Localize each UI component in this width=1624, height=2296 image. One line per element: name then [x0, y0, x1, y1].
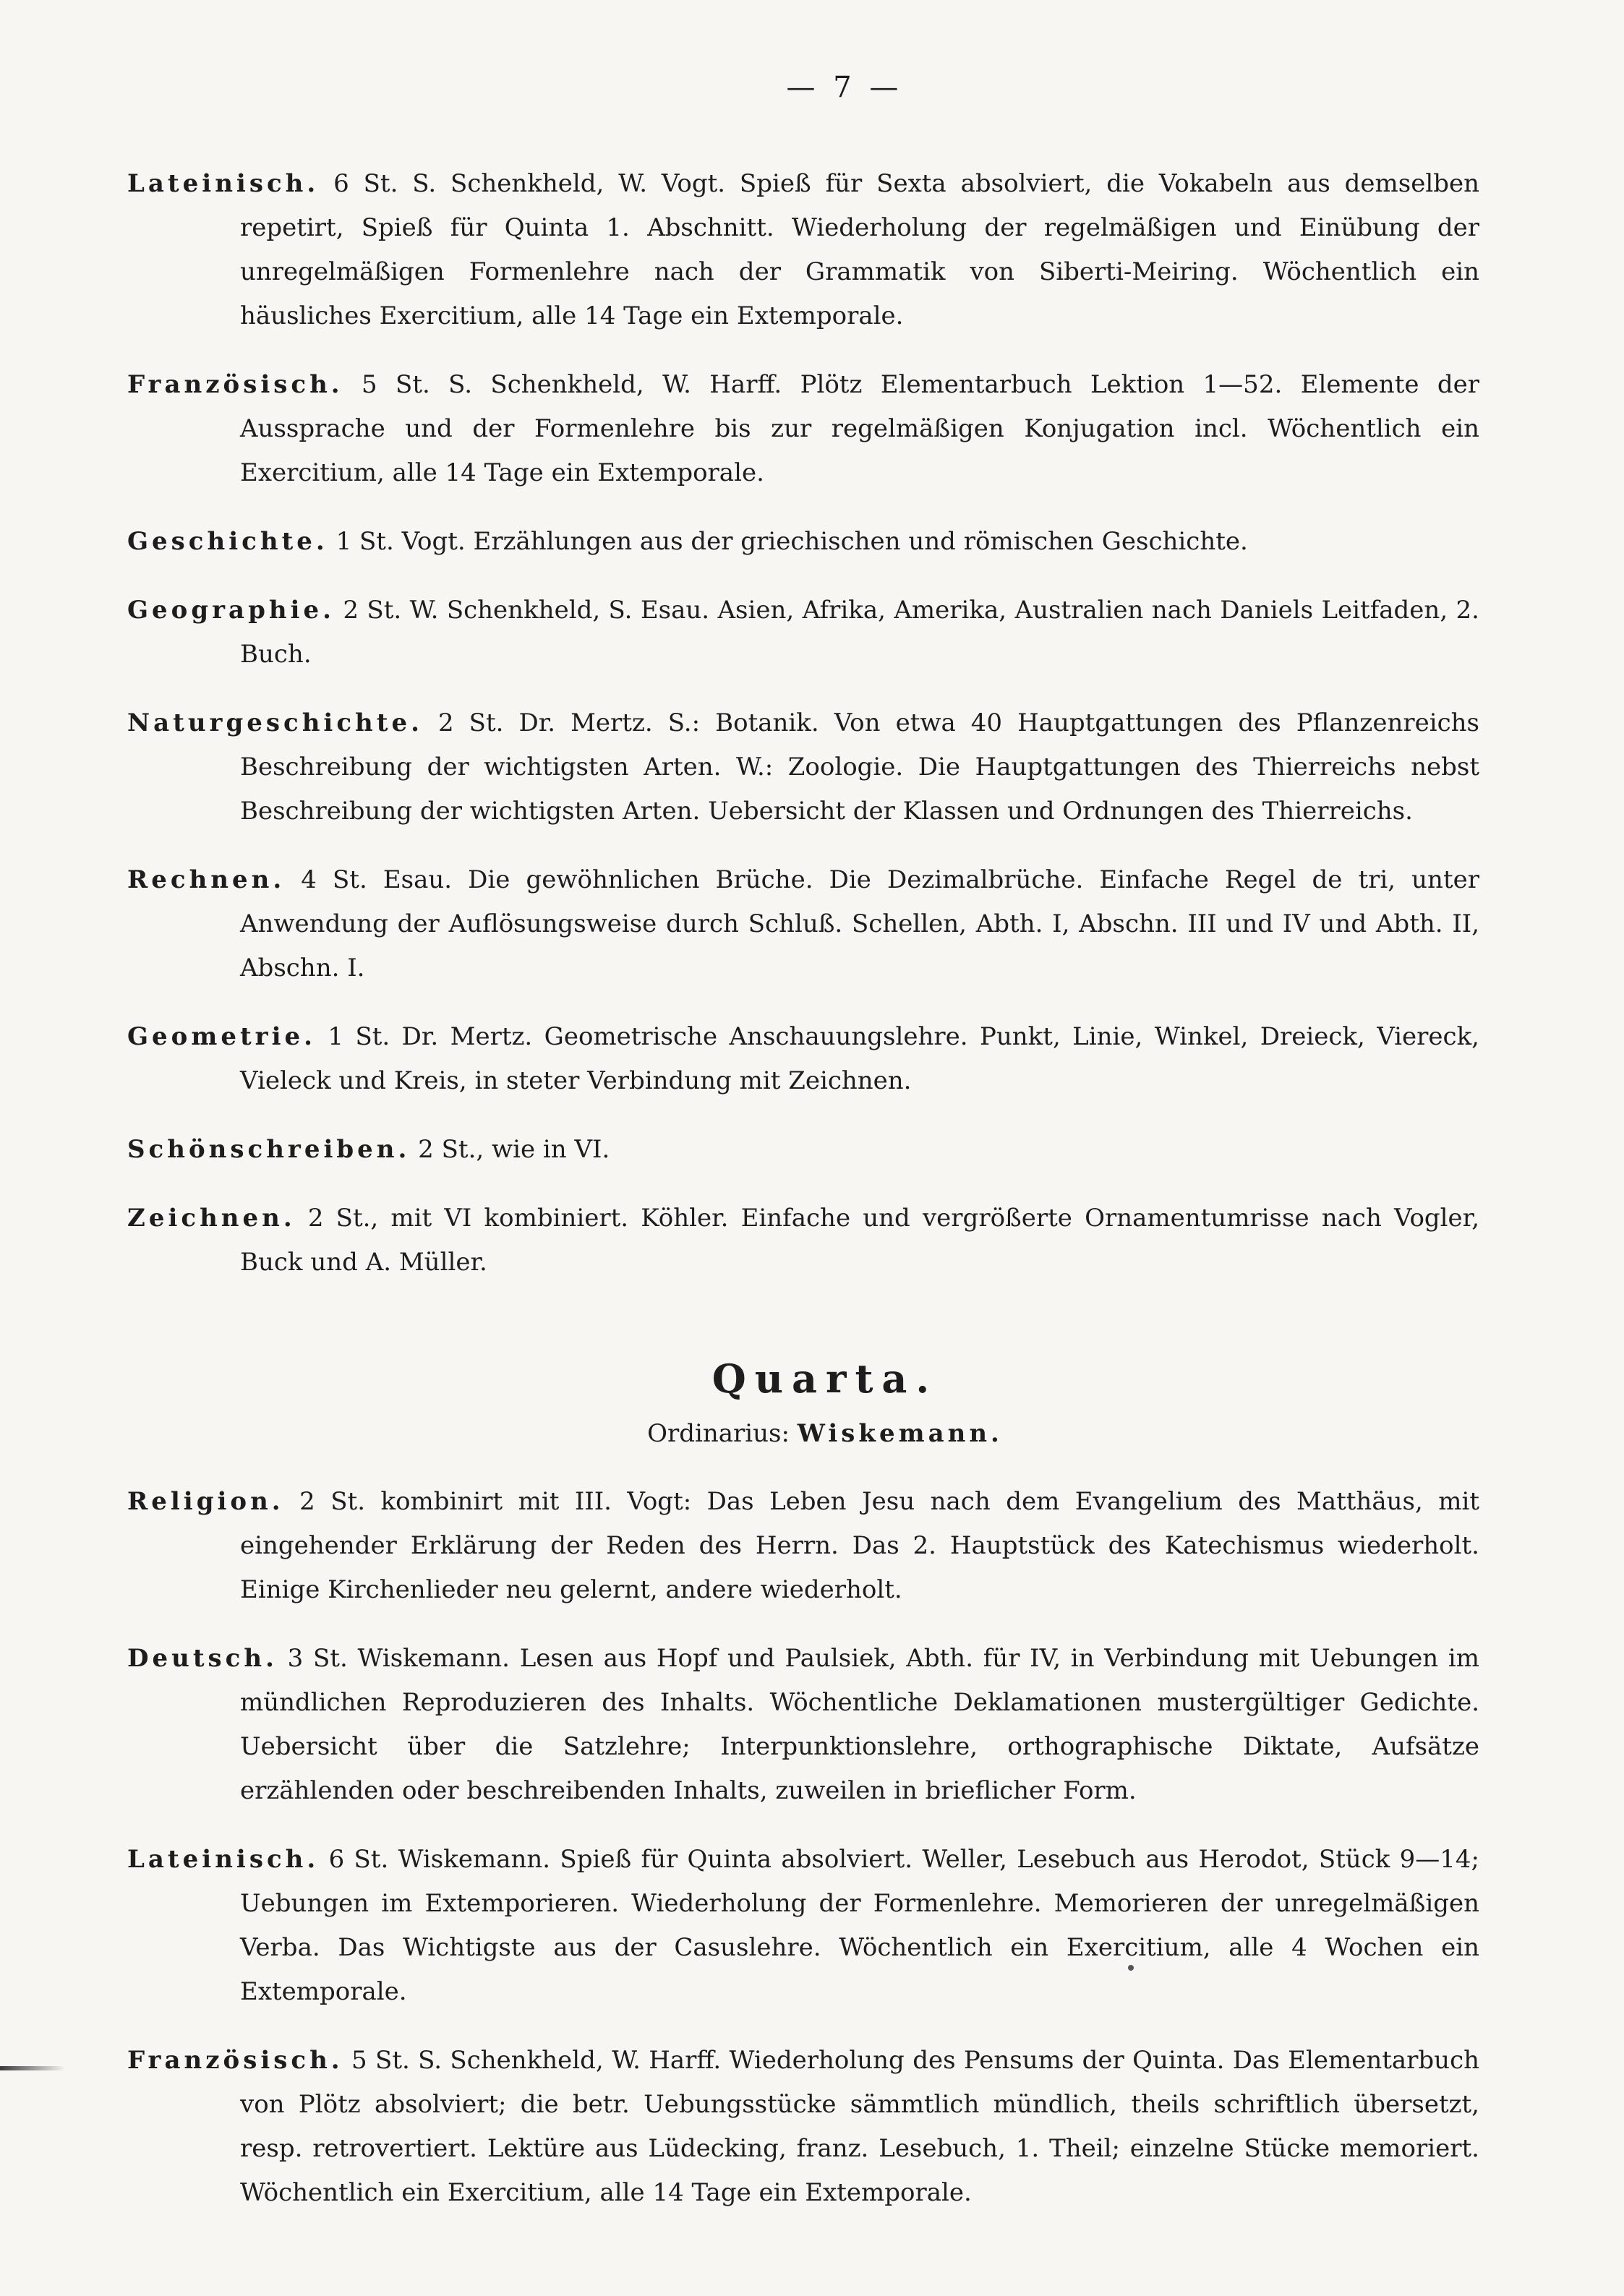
entry-text: 4 St. Esau. Die gewöhnlichen Brüche. Die Dezimalbrüche. Einfache Regel de tri, unter Anwendung der Auflösungsweise durch Schluß. Schellen, Abth. I, Abschn. III und IV und Abth. II, Abschn. I.	[240, 865, 1479, 982]
ordinarius-line	[127, 1412, 1479, 1455]
entry-text: 2 St., wie in VI.	[418, 1135, 610, 1164]
entry-text: 2 St. kombinirt mit III. Vogt: Das Leben Jesu nach dem Evangelium des Matthäus, mit eingehender Erklärung der Reden des Herrn. Das 2. Hauptstück des Katechismus wiederholt. Einige Kirchenlieder neu gelernt, andere wiederholt.	[240, 1487, 1480, 1604]
section-heading-quarta: Quarta.	[711, 1355, 939, 1402]
subject-label: Geschichte.	[127, 527, 328, 556]
entry-schoenschreiben	[127, 1128, 1479, 1172]
entry-geometrie	[127, 1015, 1479, 1103]
entry-text: 2 St. W. Schenkheld, S. Esau. Asien, Afrika, Amerika, Australien nach Daniels Leitfaden, 2. Buch.	[240, 596, 1479, 669]
entry-text: 1 St. Dr. Mertz. Geometrische Anschauungslehre. Punkt, Linie, Winkel, Dreieck, Viereck, Vieleck und Kreis, in steter Verbindung mit Zeichnen.	[240, 1022, 1479, 1095]
entry-text: 5 St. S. Schenkheld, W. Harff. Plötz Elementarbuch Lektion 1—52. Elemente der Aussprache und der Formenlehre bis zur regelmäßigen Konjugation incl. Wöchentlich ein Exercitium, alle 14 Tage ein Extemporale.	[240, 370, 1479, 487]
entry-lateinisch-quarta	[127, 1838, 1479, 2014]
subject-label: Französisch.	[127, 370, 343, 399]
entry-text: 6 St. Wiskemann. Spieß für Quinta absolviert. Weller, Lesebuch aus Herodot, Stück 9—14; Uebungen im Extemporieren. Wiederholung der Formenlehre. Memorieren der unregelmäßigen Verba. Das Wichtigste aus der Casuslehre. Wöchentlich ein Exercitium, alle 4 Wochen ein Extemporale.	[240, 1845, 1480, 2006]
subject-label: Lateinisch.	[127, 1845, 320, 1874]
entry-religion	[127, 1480, 1479, 1612]
entry-text: 2 St., mit VI kombiniert. Köhler. Einfache und vergrößerte Ornamentumrisse nach Vogler, Buck und A. Müller.	[240, 1204, 1480, 1277]
entry-lateinisch-quinta	[127, 162, 1479, 338]
entry-franzoesisch-quarta	[127, 2039, 1479, 2215]
subject-label: Lateinisch.	[127, 169, 320, 198]
entry-text: 5 St. S. Schenkheld, W. Harff. Wiederholung des Pensums der Quinta. Das Elementarbuch von Plötz absolviert; die betr. Uebungsstücke sämmtlich mündlich, theils schriftlich übersetzt, resp. retrovertiert. Lektüre aus Lüdecking, franz. Lesebuch, 1. Theil; einzelne Stücke memoriert. Wöchentlich ein Exercitium, alle 14 Tage ein Extemporale.	[240, 2046, 1480, 2207]
subject-label: Geographie.	[127, 596, 335, 625]
entry-naturgeschichte	[127, 701, 1479, 834]
entry-franzoesisch-quinta	[127, 363, 1479, 495]
entry-text: 3 St. Wiskemann. Lesen aus Hopf und Paulsiek, Abth. für IV, in Verbindung mit Uebungen im mündlichen Reproduzieren des Inhalts. Wöchentliche Deklamationen mustergültiger Gedichte. Uebersicht über die Satzlehre; Interpunktionslehre, orthographische Diktate, Aufsätze erzählenden oder beschreibenden Inhalts, zuweilen in brieflicher Form.	[240, 1644, 1479, 1805]
entry-zeichnen	[127, 1196, 1479, 1285]
page-content	[127, 137, 1479, 2225]
entry-geographie	[127, 588, 1479, 677]
subject-label: Rechnen.	[127, 865, 286, 894]
entry-deutsch	[127, 1637, 1479, 1813]
entry-text: 1 St. Vogt. Erzählungen aus der griechischen und römischen Geschichte.	[336, 527, 1248, 556]
subject-label: Geometrie.	[127, 1022, 316, 1051]
entry-text: 2 St. Dr. Mertz. S.: Botanik. Von etwa 40 Hauptgattungen des Pflanzenreichs Beschreibung der wichtigsten Arten. W.: Zoologie. Die Hauptgattungen des Thierreichs nebst Beschreibung der wichtigsten Arten. Uebersicht der Klassen und Ordnungen des Thierreichs.	[240, 708, 1479, 826]
entry-geschichte	[127, 520, 1479, 564]
page-number: — 7 —	[786, 71, 903, 104]
scan-edge-mark	[0, 2066, 65, 2070]
subject-label: Schönschreiben.	[127, 1135, 411, 1164]
subject-label: Naturgeschichte.	[127, 708, 423, 737]
entry-rechnen	[127, 858, 1479, 990]
ordinarius-name: Wiskemann.	[797, 1419, 1003, 1448]
subject-label: Zeichnen.	[127, 1204, 296, 1233]
subject-label: Französisch.	[127, 2046, 343, 2075]
ordinarius-label: Ordinarius:	[647, 1419, 790, 1448]
entry-text: 6 St. S. Schenkheld, W. Vogt. Spieß für Sexta absolviert, die Vokabeln aus demselben repetirt, Spieß für Quinta 1. Abschnitt. Wiederholung der regelmäßigen und Einübung der unregelmäßigen Formenlehre nach der Grammatik von Siberti-Meiring. Wöchentlich ein häusliches Exercitium, alle 14 Tage ein Extemporale.	[240, 169, 1480, 330]
subject-label: Religion.	[127, 1487, 284, 1516]
subject-label: Deutsch.	[127, 1644, 278, 1673]
print-speck	[1128, 1965, 1134, 1971]
